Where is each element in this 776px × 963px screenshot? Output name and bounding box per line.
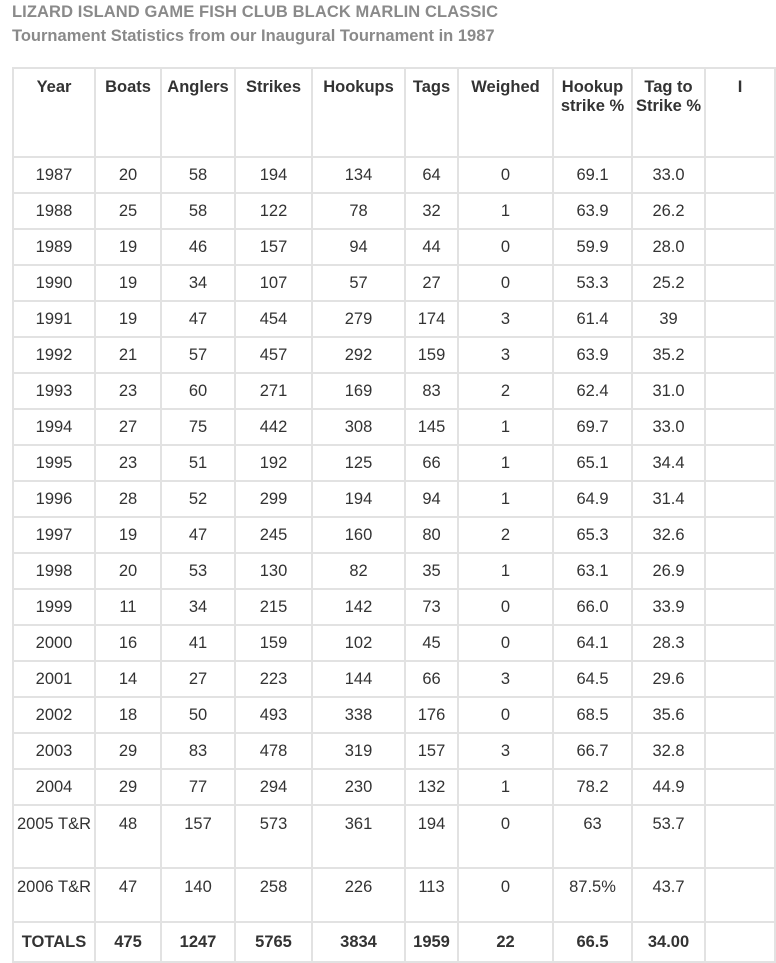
- table-cell: 245: [235, 517, 312, 553]
- table-cell: 63.9: [553, 193, 632, 229]
- table-cell: [705, 481, 775, 517]
- totals-cell: 34.00: [632, 922, 705, 962]
- table-row: [13, 445, 775, 481]
- table-cell: 292: [312, 337, 405, 373]
- table-cell: 130: [235, 553, 312, 589]
- table-cell: [705, 409, 775, 445]
- table-cell: 82: [312, 553, 405, 589]
- table-cell: 0: [458, 868, 553, 922]
- table-cell: 34: [161, 589, 235, 625]
- table-cell: 48: [95, 805, 161, 868]
- table-cell: 125: [312, 445, 405, 481]
- column-header: Tag to Strike %: [632, 68, 705, 157]
- table-cell: 64.5: [553, 661, 632, 697]
- table-row: [13, 301, 775, 337]
- table-cell: 1: [458, 553, 553, 589]
- table-cell: 308: [312, 409, 405, 445]
- table-cell: 16: [95, 625, 161, 661]
- table-cell: 169: [312, 373, 405, 409]
- table-cell: [705, 661, 775, 697]
- table-cell: 3: [458, 661, 553, 697]
- table-cell: 78: [312, 193, 405, 229]
- table-cell: 29: [95, 769, 161, 805]
- table-cell: 1: [458, 193, 553, 229]
- table-cell: 271: [235, 373, 312, 409]
- table-cell: 66: [405, 445, 458, 481]
- table-cell: 0: [458, 697, 553, 733]
- table-cell: 1992: [13, 337, 95, 373]
- table-cell: 107: [235, 265, 312, 301]
- table-cell: 1991: [13, 301, 95, 337]
- column-header: Boats: [95, 68, 161, 157]
- table-cell: 2: [458, 373, 553, 409]
- table-cell: 51: [161, 445, 235, 481]
- table-row: [13, 265, 775, 301]
- totals-cell: 5765: [235, 922, 312, 962]
- column-header: Hookup strike %: [553, 68, 632, 157]
- table-cell: 2003: [13, 733, 95, 769]
- table-cell: 35.2: [632, 337, 705, 373]
- table-cell: 1993: [13, 373, 95, 409]
- table-cell: 68.5: [553, 697, 632, 733]
- table-cell: 57: [312, 265, 405, 301]
- table-cell: [705, 373, 775, 409]
- table-cell: 194: [405, 805, 458, 868]
- column-header: Strikes: [235, 68, 312, 157]
- table-cell: 27: [161, 661, 235, 697]
- table-cell: [705, 625, 775, 661]
- table-cell: 28: [95, 481, 161, 517]
- table-row: [13, 805, 775, 868]
- table-cell: 66.0: [553, 589, 632, 625]
- table-cell: 1999: [13, 589, 95, 625]
- table-cell: 134: [312, 157, 405, 193]
- table-row: [13, 193, 775, 229]
- table-cell: 32.6: [632, 517, 705, 553]
- table-cell: 1998: [13, 553, 95, 589]
- table-cell: 2000: [13, 625, 95, 661]
- table-cell: [705, 733, 775, 769]
- table-cell: 3: [458, 301, 553, 337]
- totals-cell: 3834: [312, 922, 405, 962]
- table-cell: 33.0: [632, 409, 705, 445]
- table-cell: 69.1: [553, 157, 632, 193]
- table-cell: 77: [161, 769, 235, 805]
- table-cell: [705, 265, 775, 301]
- table-cell: [705, 589, 775, 625]
- table-cell: 23: [95, 373, 161, 409]
- table-cell: 83: [405, 373, 458, 409]
- table-cell: 35.6: [632, 697, 705, 733]
- table-cell: 32.8: [632, 733, 705, 769]
- table-cell: 63.1: [553, 553, 632, 589]
- table-cell: 2005 T&R: [13, 805, 95, 868]
- table-cell: 157: [235, 229, 312, 265]
- totals-row: [13, 922, 775, 962]
- table-cell: 73: [405, 589, 458, 625]
- table-cell: 64: [405, 157, 458, 193]
- table-cell: 52: [161, 481, 235, 517]
- table-cell: 1989: [13, 229, 95, 265]
- table-row: [13, 337, 775, 373]
- table-cell: 27: [95, 409, 161, 445]
- table-cell: 83: [161, 733, 235, 769]
- table-cell: 29: [95, 733, 161, 769]
- table-cell: 3: [458, 733, 553, 769]
- table-cell: 157: [405, 733, 458, 769]
- table-row: [13, 409, 775, 445]
- table-cell: 47: [95, 868, 161, 922]
- table-cell: 19: [95, 517, 161, 553]
- table-cell: 62.4: [553, 373, 632, 409]
- table-row: [13, 229, 775, 265]
- table-cell: 27: [405, 265, 458, 301]
- table-cell: 142: [312, 589, 405, 625]
- table-cell: 2006 T&R: [13, 868, 95, 922]
- table-cell: 46: [161, 229, 235, 265]
- table-cell: 31.0: [632, 373, 705, 409]
- table-cell: 32: [405, 193, 458, 229]
- table-cell: [705, 301, 775, 337]
- table-cell: 1: [458, 409, 553, 445]
- table-cell: 61.4: [553, 301, 632, 337]
- table-cell: 230: [312, 769, 405, 805]
- table-row: [13, 553, 775, 589]
- table-cell: 75: [161, 409, 235, 445]
- table-cell: 94: [312, 229, 405, 265]
- table-cell: 192: [235, 445, 312, 481]
- table-cell: 58: [161, 157, 235, 193]
- table-cell: 28.0: [632, 229, 705, 265]
- totals-cell: 1959: [405, 922, 458, 962]
- table-cell: 53: [161, 553, 235, 589]
- table-cell: 39: [632, 301, 705, 337]
- table-cell: 0: [458, 589, 553, 625]
- table-cell: 63: [553, 805, 632, 868]
- table-cell: 19: [95, 301, 161, 337]
- table-cell: 47: [161, 301, 235, 337]
- table-cell: 34: [161, 265, 235, 301]
- table-cell: 3: [458, 337, 553, 373]
- table-row: [13, 625, 775, 661]
- table-cell: 58: [161, 193, 235, 229]
- page-subtitle: Tournament Statistics from our Inaugural Tournament in 1987: [12, 27, 495, 45]
- table-cell: 43.7: [632, 868, 705, 922]
- table-row: [13, 481, 775, 517]
- table-cell: 80: [405, 517, 458, 553]
- table-cell: 1: [458, 769, 553, 805]
- table-cell: 23: [95, 445, 161, 481]
- table-cell: 14: [95, 661, 161, 697]
- totals-cell: [705, 922, 775, 962]
- table-cell: 45: [405, 625, 458, 661]
- column-header: I: [705, 68, 775, 157]
- table-cell: 25.2: [632, 265, 705, 301]
- table-row: [13, 868, 775, 922]
- table-cell: 1: [458, 481, 553, 517]
- table-cell: 19: [95, 265, 161, 301]
- table-row: [13, 769, 775, 805]
- column-header: Hookups: [312, 68, 405, 157]
- table-cell: 145: [405, 409, 458, 445]
- table-cell: [705, 553, 775, 589]
- table-cell: [705, 157, 775, 193]
- table-cell: [705, 517, 775, 553]
- table-cell: 299: [235, 481, 312, 517]
- table-row: [13, 157, 775, 193]
- table-cell: 2004: [13, 769, 95, 805]
- table-cell: 35: [405, 553, 458, 589]
- totals-cell: TOTALS: [13, 922, 95, 962]
- table-cell: 361: [312, 805, 405, 868]
- table-row: [13, 373, 775, 409]
- table-cell: 44.9: [632, 769, 705, 805]
- table-cell: 1990: [13, 265, 95, 301]
- table-row: [13, 661, 775, 697]
- table-cell: 94: [405, 481, 458, 517]
- table-cell: 65.3: [553, 517, 632, 553]
- table-cell: 478: [235, 733, 312, 769]
- table-cell: 1996: [13, 481, 95, 517]
- table-row: [13, 733, 775, 769]
- table-cell: 442: [235, 409, 312, 445]
- table-cell: 78.2: [553, 769, 632, 805]
- totals-cell: 1247: [161, 922, 235, 962]
- table-cell: 454: [235, 301, 312, 337]
- table-cell: 47: [161, 517, 235, 553]
- header-row: [13, 68, 775, 157]
- table-cell: 1987: [13, 157, 95, 193]
- table-cell: 33.0: [632, 157, 705, 193]
- table-cell: 0: [458, 265, 553, 301]
- table-cell: 174: [405, 301, 458, 337]
- table-cell: 1995: [13, 445, 95, 481]
- table-cell: 457: [235, 337, 312, 373]
- stats-table: [12, 67, 776, 963]
- table-cell: 29.6: [632, 661, 705, 697]
- table-cell: 53.7: [632, 805, 705, 868]
- totals-cell: 475: [95, 922, 161, 962]
- table-cell: 159: [235, 625, 312, 661]
- table-cell: 25: [95, 193, 161, 229]
- column-header: Tags: [405, 68, 458, 157]
- table-cell: 65.1: [553, 445, 632, 481]
- table-cell: 20: [95, 553, 161, 589]
- table-cell: 0: [458, 805, 553, 868]
- totals-cell: 66.5: [553, 922, 632, 962]
- table-cell: 338: [312, 697, 405, 733]
- table-cell: 1988: [13, 193, 95, 229]
- table-cell: 176: [405, 697, 458, 733]
- table-cell: 19: [95, 229, 161, 265]
- column-header: Year: [13, 68, 95, 157]
- table-cell: 21: [95, 337, 161, 373]
- table-cell: 194: [235, 157, 312, 193]
- table-row: [13, 589, 775, 625]
- table-cell: 50: [161, 697, 235, 733]
- table-cell: 144: [312, 661, 405, 697]
- table-cell: [705, 697, 775, 733]
- totals-cell: 22: [458, 922, 553, 962]
- table-cell: 11: [95, 589, 161, 625]
- table-cell: 26.9: [632, 553, 705, 589]
- table-cell: 1: [458, 445, 553, 481]
- table-cell: 2002: [13, 697, 95, 733]
- table-cell: 53.3: [553, 265, 632, 301]
- table-cell: 140: [161, 868, 235, 922]
- table-cell: [705, 805, 775, 868]
- table-cell: 122: [235, 193, 312, 229]
- table-cell: 319: [312, 733, 405, 769]
- column-header: Weighed: [458, 68, 553, 157]
- table-cell: 64.9: [553, 481, 632, 517]
- table-cell: 2: [458, 517, 553, 553]
- table-cell: 493: [235, 697, 312, 733]
- table-cell: 102: [312, 625, 405, 661]
- table-cell: 1997: [13, 517, 95, 553]
- table-cell: 2001: [13, 661, 95, 697]
- table-cell: 28.3: [632, 625, 705, 661]
- table-cell: 159: [405, 337, 458, 373]
- table-cell: 157: [161, 805, 235, 868]
- table-row: [13, 697, 775, 733]
- table-body: [13, 157, 775, 922]
- table-cell: 258: [235, 868, 312, 922]
- table-cell: 63.9: [553, 337, 632, 373]
- table-cell: 31.4: [632, 481, 705, 517]
- table-cell: 132: [405, 769, 458, 805]
- table-cell: 20: [95, 157, 161, 193]
- table-cell: 215: [235, 589, 312, 625]
- table-cell: [705, 868, 775, 922]
- stats-table-container[interactable]: [12, 67, 743, 960]
- table-cell: 44: [405, 229, 458, 265]
- table-cell: 0: [458, 157, 553, 193]
- table-cell: [705, 337, 775, 373]
- table-cell: 57: [161, 337, 235, 373]
- table-cell: 0: [458, 229, 553, 265]
- table-row: [13, 517, 775, 553]
- table-cell: 223: [235, 661, 312, 697]
- table-cell: 66: [405, 661, 458, 697]
- table-cell: 573: [235, 805, 312, 868]
- table-cell: 33.9: [632, 589, 705, 625]
- table-cell: 1994: [13, 409, 95, 445]
- table-cell: 34.4: [632, 445, 705, 481]
- table-cell: 18: [95, 697, 161, 733]
- column-header: Anglers: [161, 68, 235, 157]
- table-cell: 194: [312, 481, 405, 517]
- table-cell: 66.7: [553, 733, 632, 769]
- table-cell: [705, 193, 775, 229]
- table-cell: 69.7: [553, 409, 632, 445]
- table-cell: 87.5%: [553, 868, 632, 922]
- page-title: LIZARD ISLAND GAME FISH CLUB BLACK MARLIN CLASSIC: [12, 3, 499, 21]
- table-cell: 0: [458, 625, 553, 661]
- table-cell: 41: [161, 625, 235, 661]
- table-cell: [705, 769, 775, 805]
- table-cell: [705, 445, 775, 481]
- table-cell: 226: [312, 868, 405, 922]
- table-cell: 59.9: [553, 229, 632, 265]
- table-cell: 294: [235, 769, 312, 805]
- table-cell: 279: [312, 301, 405, 337]
- table-cell: 60: [161, 373, 235, 409]
- table-cell: 113: [405, 868, 458, 922]
- table-cell: 160: [312, 517, 405, 553]
- table-cell: [705, 229, 775, 265]
- table-cell: 64.1: [553, 625, 632, 661]
- table-cell: 26.2: [632, 193, 705, 229]
